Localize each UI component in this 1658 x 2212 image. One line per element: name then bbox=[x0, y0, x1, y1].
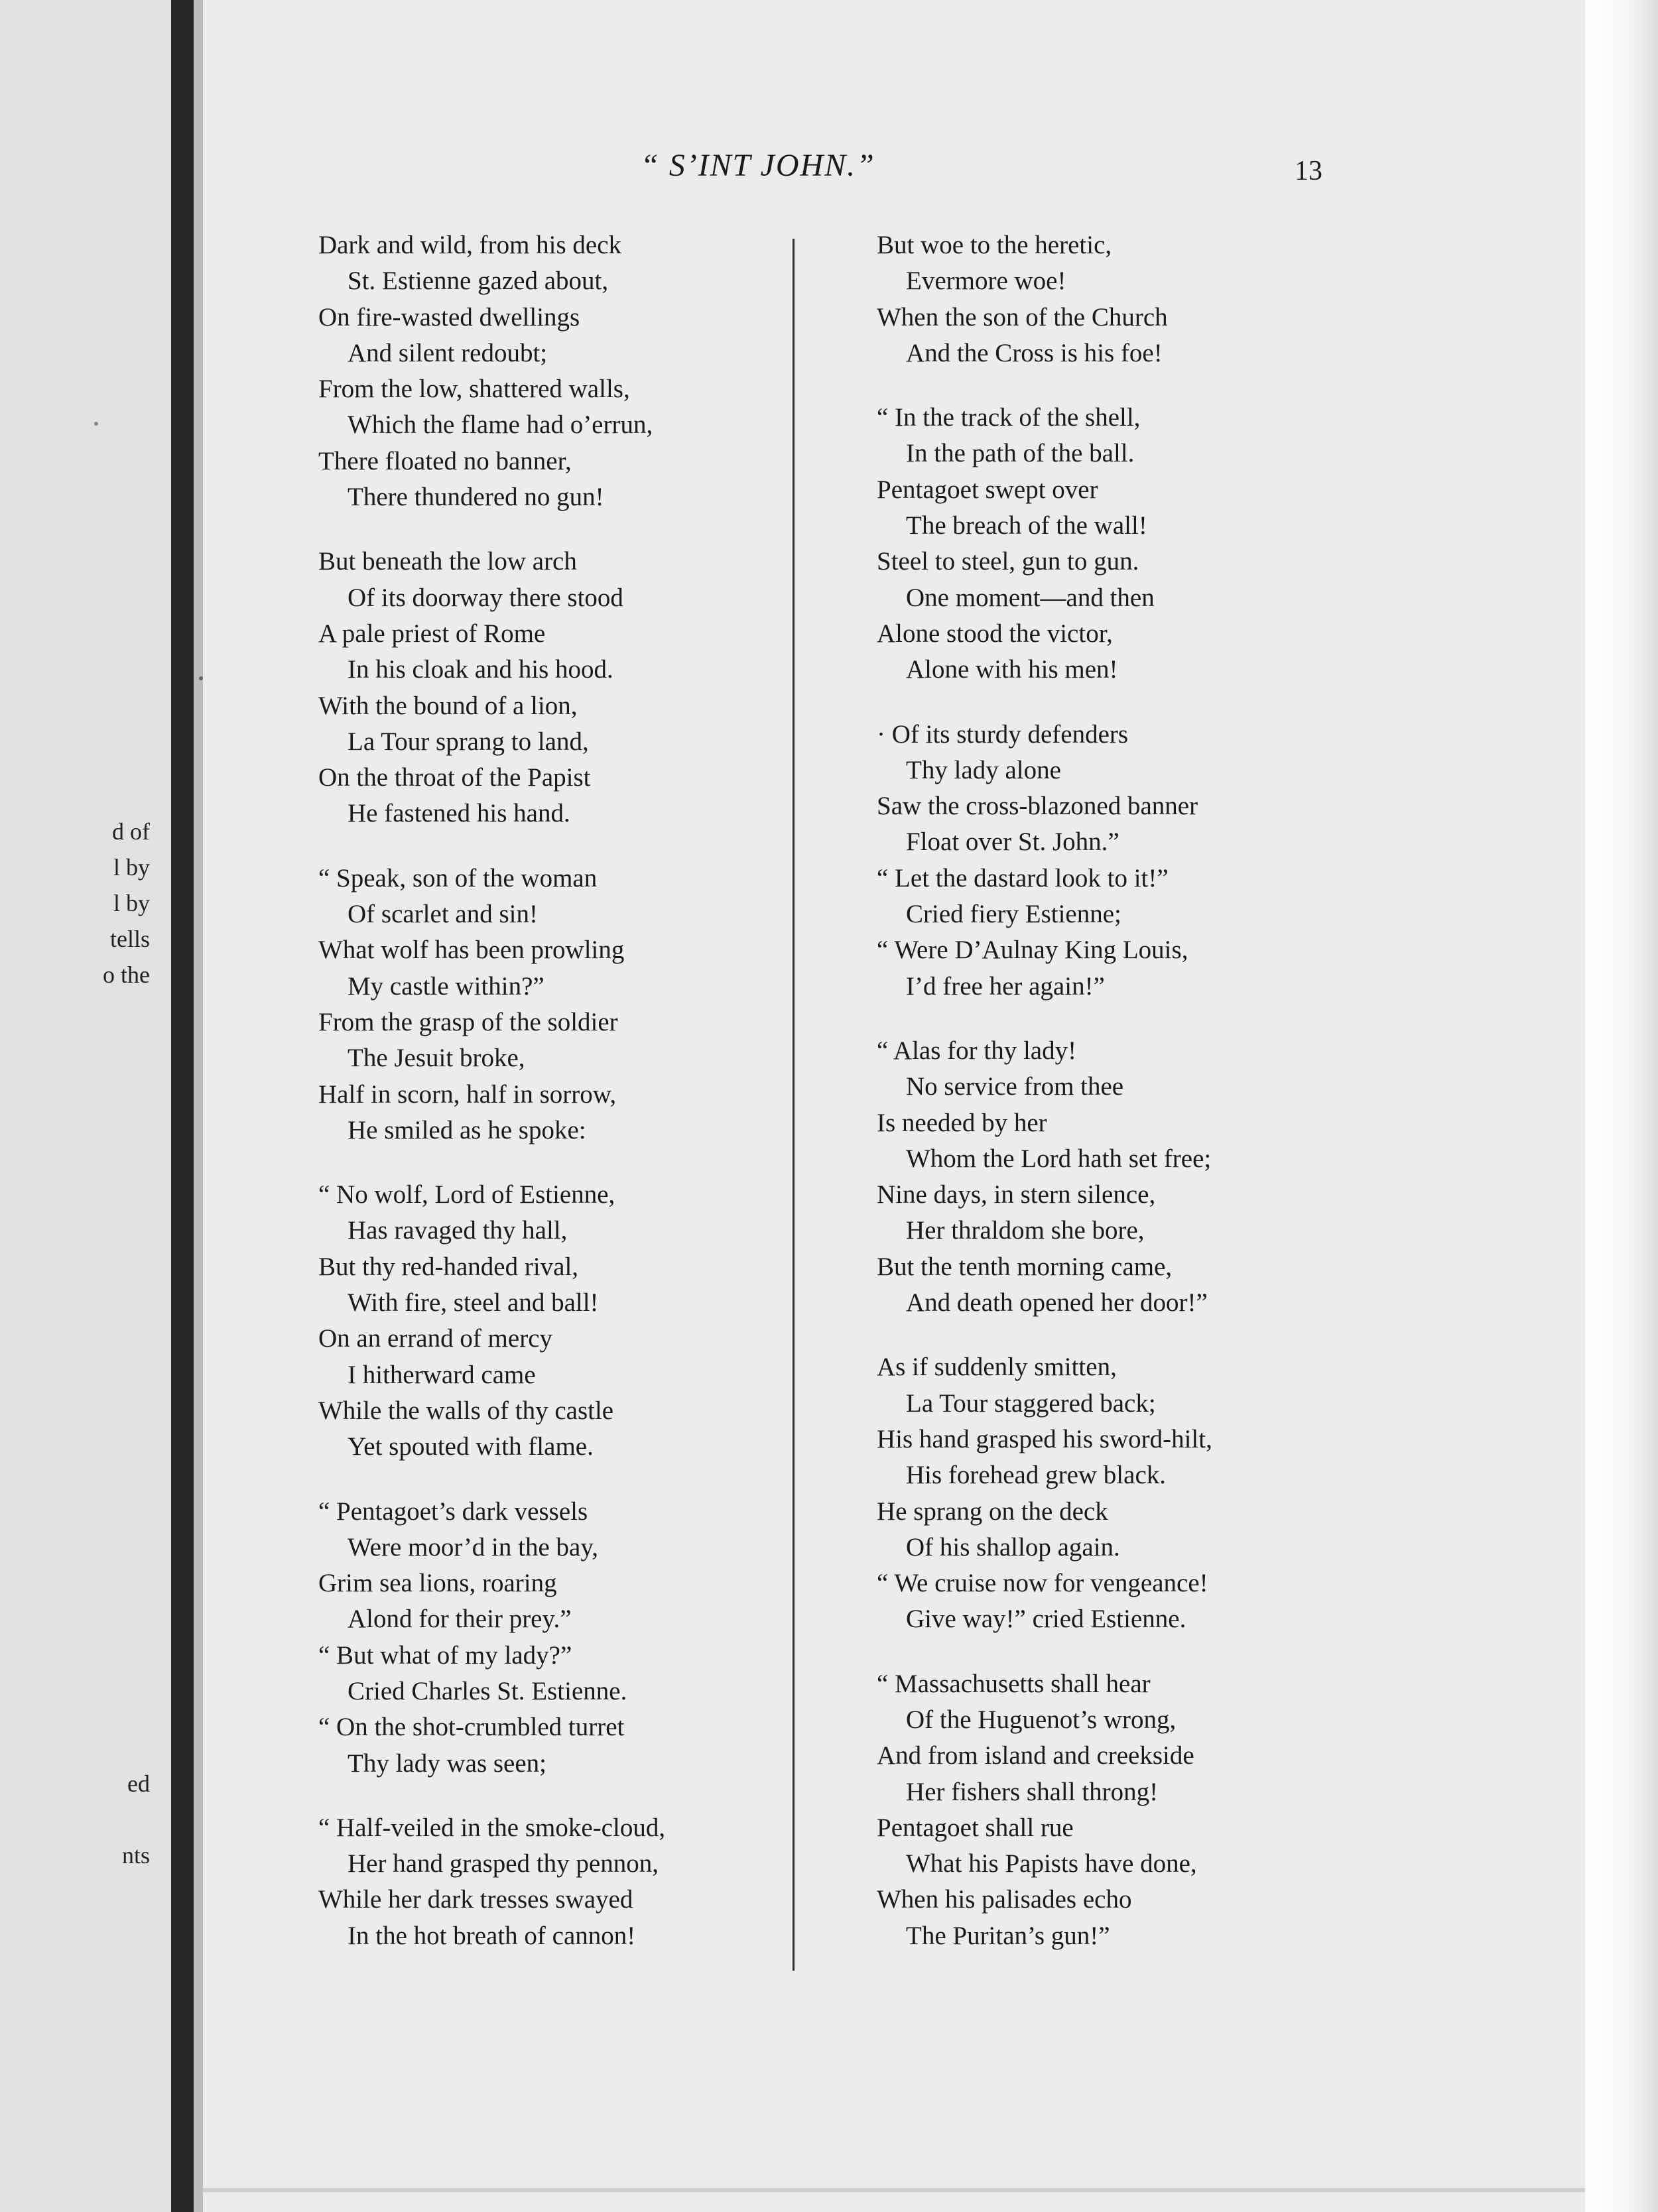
verse-line: On the throat of the Papist bbox=[318, 763, 591, 792]
stanza-break bbox=[877, 1321, 1212, 1349]
verse-line: Has ravaged thy hall, bbox=[348, 1216, 568, 1245]
verse-line: Her hand grasped thy pennon, bbox=[348, 1849, 659, 1878]
verse-line: Cried Charles St. Estienne. bbox=[348, 1676, 627, 1705]
verse-line: Her thraldom she bore, bbox=[906, 1216, 1145, 1245]
adjacent-page-fragment: ed bbox=[127, 1770, 150, 1797]
verse-line: · Of its sturdy defenders bbox=[877, 719, 1129, 749]
verse-line: The Puritan’s gun!” bbox=[906, 1921, 1110, 1950]
verse-line: There floated no banner, bbox=[318, 446, 572, 475]
stanza bbox=[877, 1666, 1212, 1954]
verse-line: “ Speak, son of the woman bbox=[318, 863, 598, 892]
verse-line: Half in scorn, half in sorrow, bbox=[318, 1079, 617, 1109]
verse-line: Yet spouted with flame. bbox=[348, 1432, 594, 1461]
verse-line: One moment—and then bbox=[906, 583, 1155, 612]
stanza-break bbox=[877, 1005, 1212, 1033]
adjacent-page-fragment: d of bbox=[112, 818, 150, 845]
verse-line: His hand grasped his sword-hilt, bbox=[877, 1424, 1212, 1453]
verse-line: My castle within?” bbox=[348, 971, 544, 1001]
stanza bbox=[877, 1033, 1212, 1321]
adjacent-page-fragment: tells bbox=[110, 926, 150, 952]
verse-line: Thy lady alone bbox=[906, 755, 1061, 784]
verse-line: Cried fiery Estienne; bbox=[906, 900, 1121, 929]
verse-line: He fastened his hand. bbox=[348, 799, 570, 828]
verse-line: Is needed by her bbox=[877, 1108, 1047, 1137]
verse-line: No service from thee bbox=[906, 1072, 1124, 1101]
stanza-break bbox=[318, 1782, 665, 1810]
stanza bbox=[318, 1494, 665, 1782]
verse-line: Saw the cross-blazoned banner bbox=[877, 792, 1198, 821]
verse-line: St. Estienne gazed about, bbox=[348, 267, 609, 296]
left-column bbox=[318, 227, 665, 1954]
verse-line: Were moor’d in the bay, bbox=[348, 1532, 599, 1562]
verse-line: What his Papists have done, bbox=[906, 1849, 1197, 1878]
verse-line: In his cloak and his hood. bbox=[348, 655, 613, 684]
stanza bbox=[877, 1349, 1212, 1637]
stanza bbox=[318, 1810, 665, 1954]
verse-line: While the walls of thy castle bbox=[318, 1396, 614, 1425]
verse-line: “ Half-veiled in the smoke-cloud, bbox=[318, 1813, 666, 1842]
book-spine bbox=[171, 0, 194, 2212]
verse-line: In the hot breath of cannon! bbox=[348, 1921, 636, 1950]
verse-line: Float over St. John.” bbox=[906, 828, 1119, 857]
verse-line: On fire-wasted dwellings bbox=[318, 302, 580, 332]
verse-line: With fire, steel and ball! bbox=[348, 1288, 599, 1318]
stanza bbox=[318, 861, 665, 1148]
stanza bbox=[877, 227, 1212, 371]
stanza bbox=[318, 544, 665, 831]
right-column bbox=[877, 227, 1212, 1954]
verse-line: “ In the track of the shell, bbox=[877, 403, 1141, 432]
column-divider bbox=[793, 239, 795, 1971]
verse-line: La Tour staggered back; bbox=[906, 1388, 1156, 1418]
stanza bbox=[318, 227, 665, 515]
verse-line: From the grasp of the soldier bbox=[318, 1007, 618, 1036]
verse-line: Give way!” cried Estienne. bbox=[906, 1605, 1186, 1634]
verse-line: He smiled as he spoke: bbox=[348, 1115, 586, 1144]
verse-line: Dark and wild, from his deck bbox=[318, 231, 622, 259]
verse-line: Pentagoet swept over bbox=[877, 475, 1098, 504]
verse-line: Whom the Lord hath set free; bbox=[906, 1144, 1212, 1173]
stanza-break bbox=[318, 515, 665, 544]
verse-line: Alond for their prey.” bbox=[348, 1605, 572, 1634]
speck bbox=[199, 676, 203, 680]
verse-line: With the bound of a lion, bbox=[318, 691, 578, 720]
stanza bbox=[877, 717, 1212, 1005]
stanza-break bbox=[877, 1638, 1212, 1666]
stanza-break bbox=[877, 371, 1212, 400]
verse-line: Of scarlet and sin! bbox=[348, 900, 538, 929]
verse-line: “ Were D’Aulnay King Louis, bbox=[877, 936, 1188, 965]
verse-line: Alone stood the victor, bbox=[877, 619, 1113, 648]
verse-line: A pale priest of Rome bbox=[318, 619, 546, 648]
verse-line: “ Massachusetts shall hear bbox=[877, 1669, 1151, 1698]
stanza-break bbox=[877, 688, 1212, 717]
stanza-break bbox=[318, 1465, 665, 1494]
stanza-break bbox=[318, 1148, 665, 1177]
stanza-break bbox=[318, 832, 665, 861]
verse-line: Alone with his men! bbox=[906, 655, 1118, 684]
page-edge bbox=[1585, 0, 1658, 2212]
verse-line: Which the flame had o’errun, bbox=[348, 410, 653, 440]
verse-line: But thy red-handed rival, bbox=[318, 1252, 579, 1281]
verse-line: Of its doorway there stood bbox=[348, 583, 623, 612]
bottom-edge bbox=[203, 2188, 1585, 2192]
verse-line: What wolf has been prowling bbox=[318, 936, 625, 965]
verse-line: “ But what of my lady?” bbox=[318, 1640, 572, 1670]
verse-line: I hitherward came bbox=[348, 1360, 536, 1389]
verse-line: But the tenth morning came, bbox=[877, 1252, 1173, 1281]
verse-line: And death opened her door!” bbox=[906, 1288, 1208, 1318]
verse-line: Of his shallop again. bbox=[906, 1532, 1120, 1562]
verse-line: In the path of the ball. bbox=[906, 439, 1135, 468]
verse-line: Steel to steel, gun to gun. bbox=[877, 547, 1139, 576]
verse-line: There thundered no gun! bbox=[348, 483, 604, 512]
verse-line: And from island and creekside bbox=[877, 1741, 1194, 1770]
verse-line: He sprang on the deck bbox=[877, 1497, 1108, 1526]
verse-line: “ On the shot-crumbled turret bbox=[318, 1713, 625, 1742]
adjacent-page-fragment: nts bbox=[121, 1842, 150, 1869]
verse-line: “ We cruise now for vengeance! bbox=[877, 1569, 1208, 1598]
verse-line: When the son of the Church bbox=[877, 302, 1168, 332]
verse-line: When his palisades echo bbox=[877, 1885, 1132, 1914]
verse-line: On an errand of mercy bbox=[318, 1324, 552, 1353]
verse-line: And silent redoubt; bbox=[348, 338, 548, 367]
speck bbox=[94, 422, 98, 426]
page-number: 13 bbox=[1295, 156, 1322, 186]
verse-line: Nine days, in stern silence, bbox=[877, 1180, 1156, 1209]
adjacent-page bbox=[0, 0, 171, 2212]
stanza bbox=[877, 400, 1212, 688]
running-title: “ S’INT JOHN.” bbox=[641, 148, 875, 183]
verse-line: Pentagoet shall rue bbox=[877, 1813, 1074, 1842]
adjacent-page-fragment: l by bbox=[113, 854, 150, 881]
gutter-shadow bbox=[194, 0, 203, 2212]
stanza bbox=[318, 1177, 665, 1465]
verse-line: Grim sea lions, roaring bbox=[318, 1569, 557, 1598]
verse-line: Of the Huguenot’s wrong, bbox=[906, 1705, 1177, 1734]
verse-line: His forehead grew black. bbox=[906, 1461, 1166, 1490]
verse-line: “ Let the dastard look to it!” bbox=[877, 863, 1169, 892]
verse-line: The breach of the wall! bbox=[906, 511, 1147, 540]
verse-line: And the Cross is his foe! bbox=[906, 338, 1163, 367]
verse-line: I’d free her again!” bbox=[906, 971, 1105, 1001]
verse-line: From the low, shattered walls, bbox=[318, 375, 630, 404]
verse-line: While her dark tresses swayed bbox=[318, 1885, 633, 1914]
verse-line: Thy lady was seen; bbox=[348, 1749, 547, 1778]
verse-line: Evermore woe! bbox=[906, 267, 1066, 296]
verse-line: “ Alas for thy lady! bbox=[877, 1036, 1077, 1065]
verse-line: Her fishers shall throng! bbox=[906, 1777, 1159, 1806]
verse-line: La Tour sprang to land, bbox=[348, 727, 589, 756]
adjacent-page-fragment: o the bbox=[103, 961, 150, 988]
verse-line: “ No wolf, Lord of Estienne, bbox=[318, 1180, 615, 1209]
verse-line: “ Pentagoet’s dark vessels bbox=[318, 1497, 588, 1526]
verse-line: But woe to the heretic, bbox=[877, 231, 1112, 259]
verse-line: The Jesuit broke, bbox=[348, 1044, 525, 1073]
verse-line: As if suddenly smitten, bbox=[877, 1353, 1117, 1382]
verse-line: But beneath the low arch bbox=[318, 547, 577, 576]
adjacent-page-fragment: l by bbox=[113, 890, 150, 916]
